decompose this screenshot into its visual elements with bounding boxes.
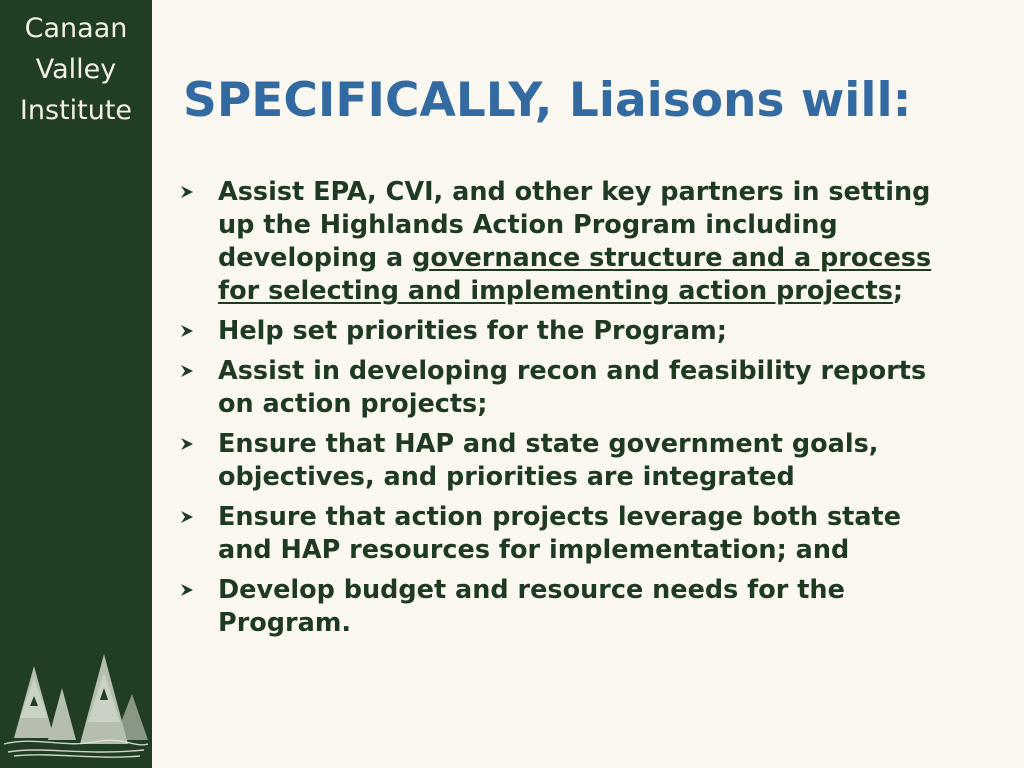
bullet-1-text: Assist EPA, CVI, and other key partners in setting up the Highlands Action Program including developing a [218,177,931,273]
arrowhead-bullet-icon [178,318,196,344]
arrowhead-bullet-icon [178,358,196,384]
bullet-1-trailing-text: ; [892,276,904,306]
bullet-item-6 [178,574,958,640]
bullet-item-5 [178,501,958,567]
brand-line-1: Canaan [24,13,128,44]
bullet-5-text: Ensure that action projects leverage both state and HAP resources for implementation; and [218,502,902,565]
sidebar [0,0,152,768]
bullet-item-3 [178,355,958,421]
bullet-item-4 [178,428,958,494]
bullet-1-underlined-text: governance structure and a process for selecting and implementing action projects [218,243,932,306]
bullet-4-text: Ensure that HAP and state government goals, objectives, and priorities are integrated [218,429,879,492]
bullet-item-1 [178,176,958,308]
bullet-6-text: Develop budget and resource needs for the Program. [218,575,845,638]
bullet-list [178,176,958,647]
slide-title: SPECIFICALLY, Liaisons will: [183,73,912,128]
brand-name [0,8,152,131]
brand-line-2: Valley [35,54,117,85]
arrowhead-bullet-icon [178,504,196,530]
arrowhead-bullet-icon [178,431,196,457]
arrowhead-bullet-icon [178,577,196,603]
bullet-2-text: Help set priorities for the Program; [218,316,727,346]
pine-trees-illustration-icon [4,648,148,760]
bullet-3-text: Assist in developing recon and feasibility reports on action projects; [218,356,927,419]
bullet-item-2 [178,315,958,348]
brand-line-3: Institute [19,95,133,126]
arrowhead-bullet-icon [178,179,196,205]
